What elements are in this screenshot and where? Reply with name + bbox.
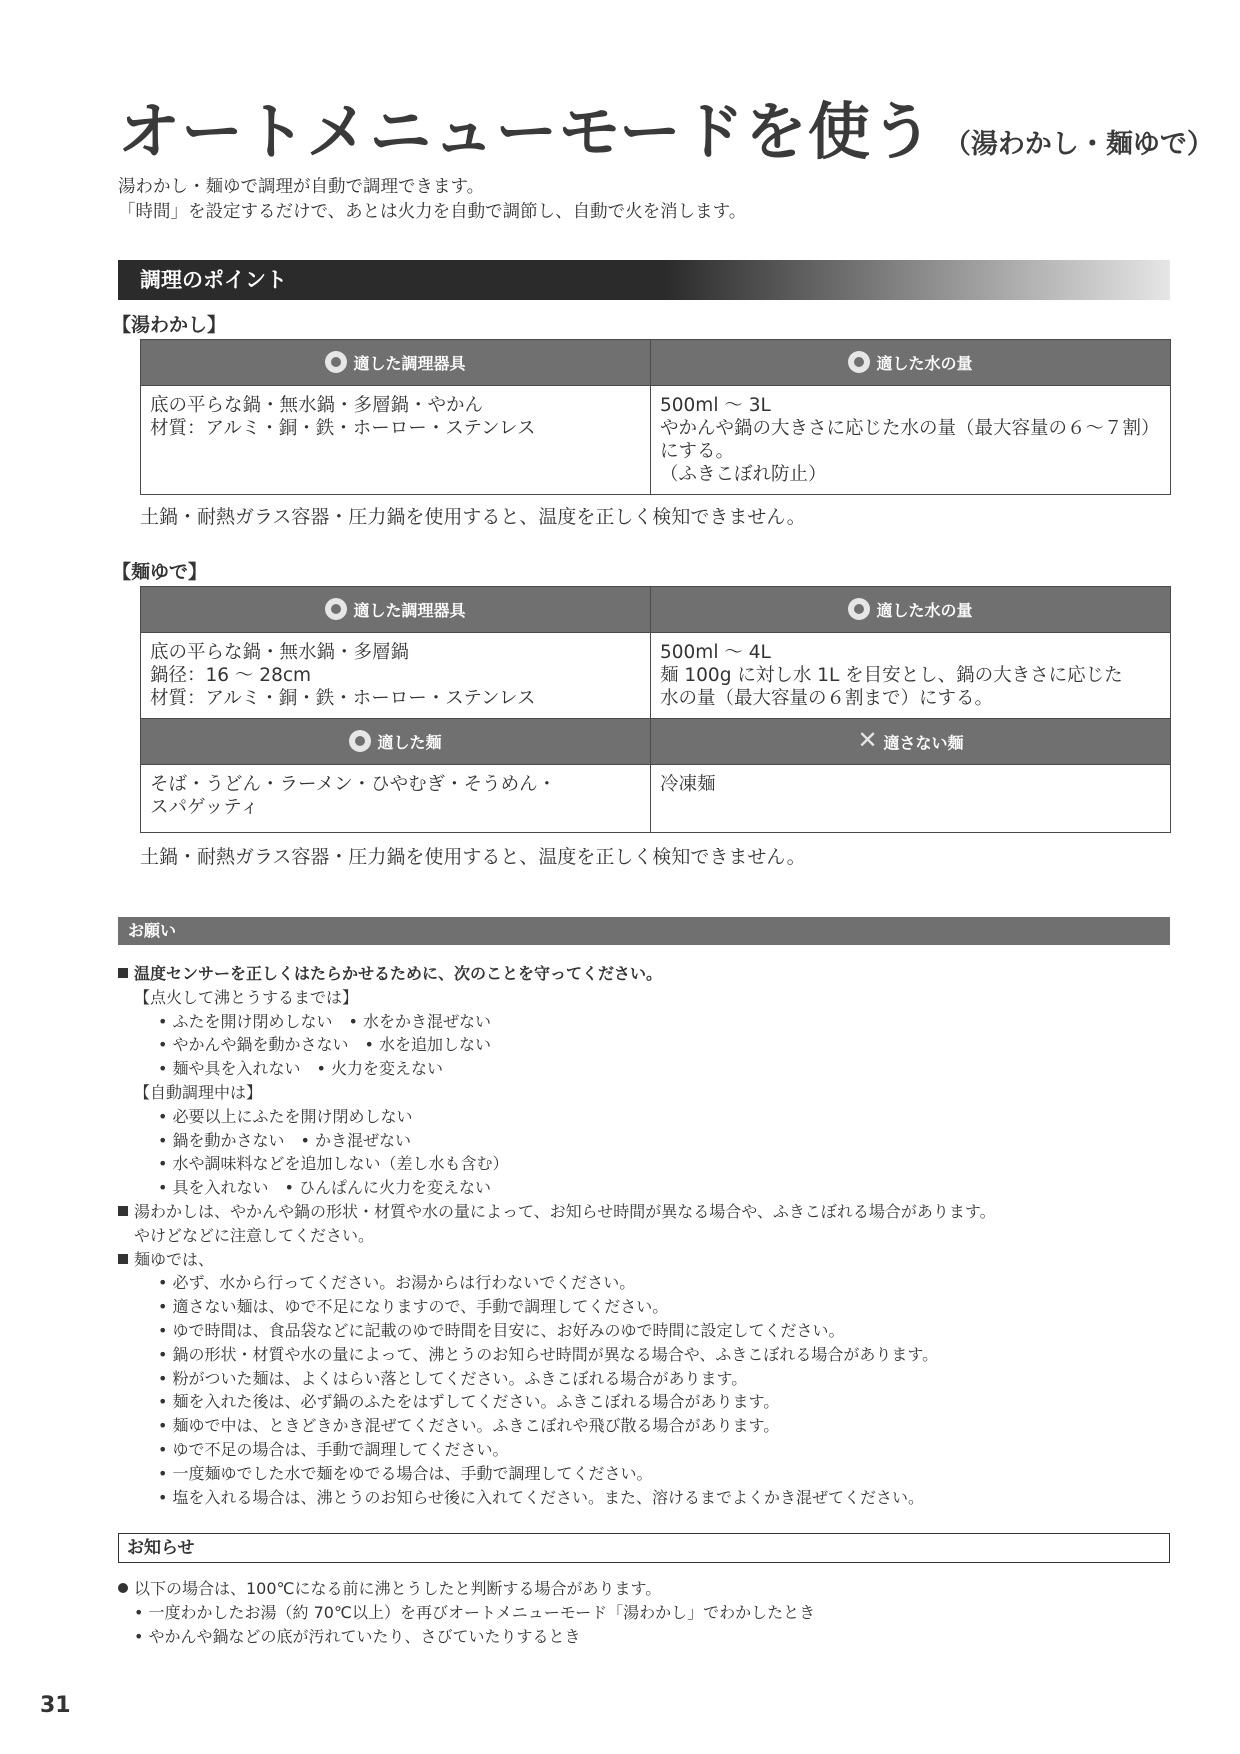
list-item-text: 以下の場合は、100℃になる前に沸とうしたと判断する場合があります。 <box>134 1579 662 1598</box>
list-item <box>118 1486 1170 1510</box>
list-item <box>118 1367 1170 1391</box>
list-item <box>118 1438 1170 1462</box>
intro-text <box>118 175 746 225</box>
cell-cookware: 底の平らな鍋・無水鍋・多層鍋 鍋径：16 ～ 28cm 材質：アルミ・銅・鉄・ホーロー・ステンレス <box>141 633 651 719</box>
square-bullet-icon <box>118 1206 128 1216</box>
list-item <box>118 1224 1170 1248</box>
list-item <box>118 1010 1170 1034</box>
header-suitable-noodles: 適した麺 <box>141 719 651 765</box>
circle-ok-icon <box>325 351 347 373</box>
cross-icon: ✕ <box>857 725 878 754</box>
square-bullet-icon <box>118 968 128 978</box>
heading-menyude: 【麺ゆで】 <box>112 561 208 583</box>
circle-ok-icon <box>349 730 371 752</box>
list-item-text: • 具を入れない • ひんぱんに火力を変えない <box>158 1178 492 1198</box>
list-item <box>118 1577 815 1601</box>
list-item-text: • 必要以上にふたを開け閉めしない <box>158 1106 413 1126</box>
list-item-text: • 粉がついた麺は、よくはらい落としてください。ふきこぼれる場合があります。 <box>158 1368 748 1388</box>
circle-ok-icon <box>848 351 870 373</box>
notice-list <box>118 1577 815 1649</box>
note-yuwakashi: 土鍋・耐熱ガラス容器・圧力鍋を使用すると、温度を正しく検知できません。 <box>140 506 806 528</box>
list-item <box>118 1200 1170 1224</box>
note-menyude: 土鍋・耐熱ガラス容器・圧力鍋を使用すると、温度を正しく検知できません。 <box>140 846 806 868</box>
header-unsuitable-noodles: ✕ 適さない麺 <box>651 719 1171 765</box>
list-item-text: • 適さない麺は、ゆで不足になりますので、手動で調理してください。 <box>158 1297 669 1317</box>
list-item-text: • ゆで不足の場合は、手動で調理してください。 <box>158 1439 509 1459</box>
section-title-points: 調理のポイント <box>118 260 1170 300</box>
list-item <box>118 1105 1170 1129</box>
header-cookware: 適した調理器具 <box>141 340 651 386</box>
circle-ok-icon <box>848 598 870 620</box>
list-item <box>118 1319 1170 1343</box>
list-item-text: 【点火して沸とうするまでは】 <box>134 987 359 1007</box>
table-menyude <box>140 586 1171 833</box>
list-item <box>118 1462 1170 1486</box>
list-item <box>118 1343 1170 1367</box>
list-item <box>118 1390 1170 1414</box>
list-item-text: • 塩を入れる場合は、沸とうのお知らせ後に入れてください。また、溶けるまでよくかき混ぜてください。 <box>158 1487 925 1507</box>
list-item-text: • 麺ゆで中は、ときどきかき混ぜてください。ふきこぼれや飛び散る場合があります。 <box>158 1416 780 1436</box>
list-item-text: • 鍋の形状・材質や水の量によって、沸とうのお知らせ時間が異なる場合や、ふきこぼれる場合があります。 <box>158 1344 939 1364</box>
intro-line: 湯わかし・麺ゆで調理が自動で調理できます。 <box>118 177 485 197</box>
section-title-request: お願い <box>118 917 1170 945</box>
list-item <box>118 1414 1170 1438</box>
page-title <box>118 82 1214 171</box>
list-item <box>118 1248 1170 1272</box>
list-item <box>118 1152 1170 1176</box>
cell-water-amount: 500ml ～ 4L 麺 100g に対し水 1L を目安とし、鍋の大きさに応じた 水の量（最大容量の６割まで）にする。 <box>651 633 1171 719</box>
intro-line: 「時間」を設定するだけで、あとは火力を自動で調節し、自動で火を消します。 <box>118 202 747 222</box>
list-item <box>118 1176 1170 1200</box>
list-item <box>118 1601 815 1625</box>
cell-water-amount: 500ml ～ 3L やかんや鍋の大きさに応じた水の量（最大容量の６～７割） にする。 （ふきこぼれ防止） <box>651 386 1171 495</box>
list-item-text: 湯わかしは、やかんや鍋の形状・材質や水の量によって、お知らせ時間が異なる場合や、ふきこぼれる場合があります。 <box>134 1201 996 1221</box>
list-item-text: • やかんや鍋を動かさない • 水を追加しない <box>158 1035 492 1055</box>
page-number: 31 <box>40 1693 71 1718</box>
cell-cookware: 底の平らな鍋・無水鍋・多層鍋・やかん 材質：アルミ・銅・鉄・ホーロー・ステンレス <box>141 386 651 495</box>
request-list <box>118 962 1170 1509</box>
list-item <box>118 1295 1170 1319</box>
header-water-amount: 適した水の量 <box>651 587 1171 633</box>
circle-ok-icon <box>325 598 347 620</box>
list-item-text: 麺ゆでは、 <box>134 1249 215 1269</box>
page-title-subtitle: （湯わかし・麺ゆで） <box>943 129 1214 160</box>
dot-bullet-icon <box>118 1583 128 1593</box>
header-cookware: 適した調理器具 <box>141 587 651 633</box>
table-yuwakashi <box>140 339 1171 495</box>
list-item-text: • 麺を入れた後は、必ず鍋のふたをはずしてください。ふきこぼれる場合があります。 <box>158 1392 780 1412</box>
list-item-text: • 一度わかしたお湯（約 70℃以上）を再びオートメニューモード「湯わかし」でわかしたとき <box>134 1603 816 1622</box>
list-item <box>118 1271 1170 1295</box>
list-item <box>118 1081 1170 1105</box>
list-item-text: 温度センサーを正しくはたらかせるために、次のことを守ってください。 <box>134 964 663 983</box>
list-item <box>118 1625 815 1649</box>
section-title-notice: お知らせ <box>118 1533 1170 1563</box>
list-item-text: やけどなどに注意してください。 <box>134 1225 375 1245</box>
list-item-text: • 水や調味料などを追加しない（差し水も含む） <box>158 1154 509 1174</box>
square-bullet-icon <box>118 1254 128 1264</box>
list-item <box>118 986 1170 1010</box>
list-item-text: • ふたを開け閉めしない • 水をかき混ぜない <box>158 1011 492 1031</box>
list-item-text: • ゆで時間は、食品袋などに記載のゆで時間を目安に、お好みのゆで時間に設定してください。 <box>158 1320 845 1340</box>
cell-suitable-noodles: そば・うどん・ラーメン・ひやむぎ・そうめん・ スパゲッティ <box>141 765 651 833</box>
heading-yuwakashi: 【湯わかし】 <box>112 314 227 336</box>
page-title-main: オートメニューモードを使う <box>118 95 934 168</box>
list-item-text: • 必ず、水から行ってください。お湯からは行わないでください。 <box>158 1273 636 1293</box>
list-item-text: • やかんや鍋などの底が汚れていたり、さびていたりするとき <box>134 1627 581 1646</box>
list-item <box>118 1057 1170 1081</box>
cell-unsuitable-noodles: 冷凍麺 <box>651 765 1171 833</box>
header-water-amount: 適した水の量 <box>651 340 1171 386</box>
list-item <box>118 1033 1170 1057</box>
list-item-text: • 一度麺ゆでした水で麺をゆでる場合は、手動で調理してください。 <box>158 1463 653 1483</box>
list-item-text: • 鍋を動かさない • かき混ぜない <box>158 1130 412 1150</box>
list-item-text: • 麺や具を入れない • 火力を変えない <box>158 1059 444 1079</box>
list-item-text: 【自動調理中は】 <box>134 1082 263 1102</box>
list-item <box>118 962 1170 986</box>
list-item <box>118 1129 1170 1153</box>
